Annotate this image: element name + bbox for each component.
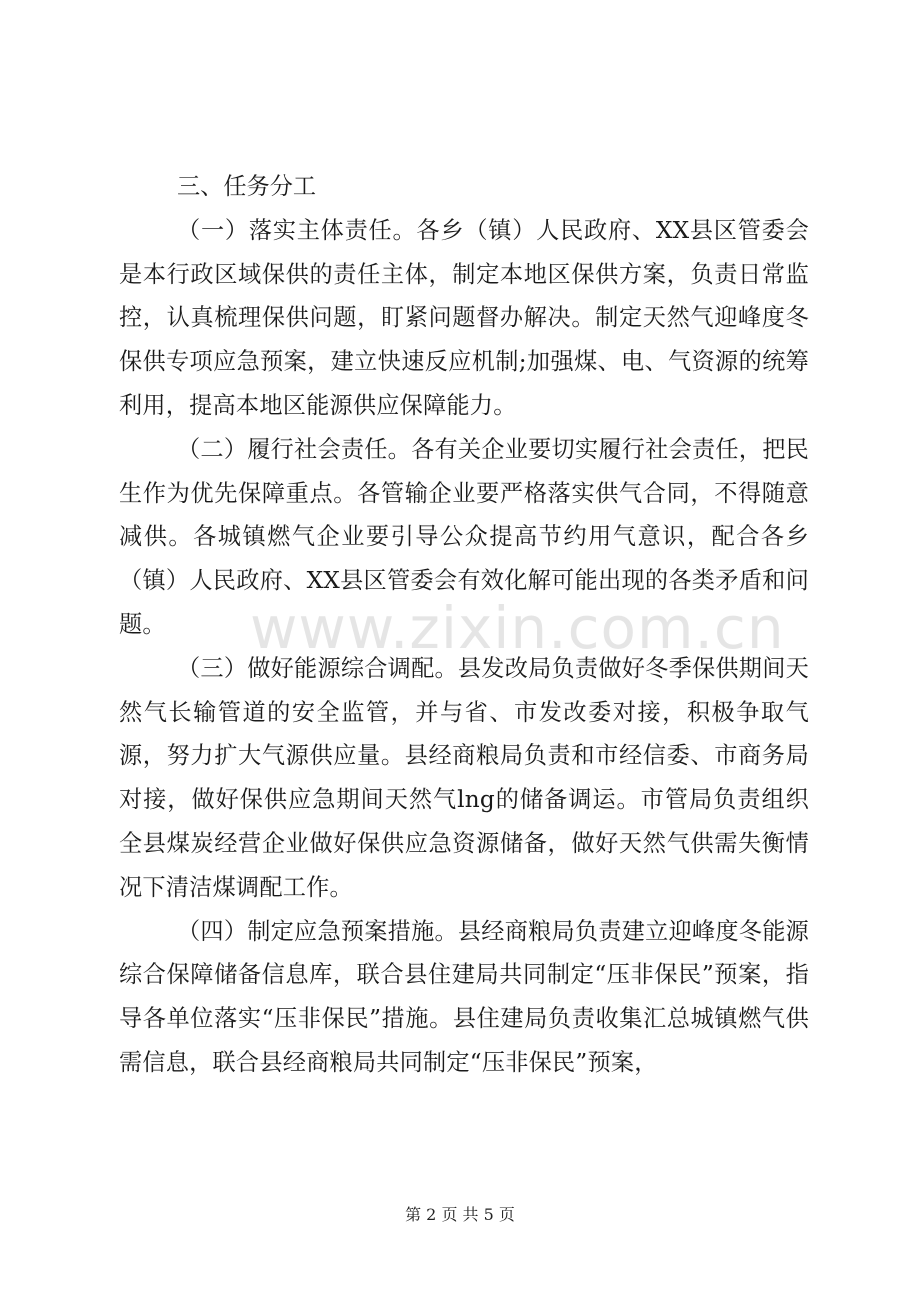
paragraph-1: （一）落实主体责任。各乡（镇）人民政府、XX县区管委会是本行政区域保供的责任主体，制定本地区保供方案，负责日常监控，认真梳理保供问题，盯紧问题督办解决。制定天然气迎峰度冬保供专项应急预案，建立快速反应机制;加强煤、电、气资源的统筹利用，提高本地区能源供应保障能力。 [119,216,809,419]
paragraph-3: （三）做好能源综合调配。县发改局负责做好冬季保供期间天然气长输管道的安全监管，并与省、市发改委对接，积极争取气源，努力扩大气源供应量。县经商粮局负责和市经信委、市商务局对接，做好保供应急期间天然气lng的储备调运。市管局负责组织全县煤炭经营企业做好保供应急资源储备，做好天然气供需失衡情况下清洁煤调配工作。 [119,654,809,901]
paragraph-2: （二）履行社会责任。各有关企业要切实履行社会责任，把民生作为优先保障重点。各管输企业要严格落实供气合同，不得随意减供。各城镇燃气企业要引导公众提高节约用气意识，配合各乡（镇）人民政府、XX县区管委会有效化解可能出现的各类矛盾和问题。 [119,435,809,638]
page-footer: 第 2 页 共 5 页 [405,1205,515,1224]
watermark: www.zixin.com.cn [250,594,785,662]
section-heading: 三、任务分工 [177,173,317,200]
paragraph-4: （四）制定应急预案措施。县经商粮局负责建立迎峰度冬能源综合保障储备信息库，联合县住建局共同制定“压非保民”预案，指导各单位落实“压非保民”措施。县住建局负责收集汇总城镇燃气供需信息，联合县经商粮局共同制定“压非保民”预案， [119,917,809,1076]
